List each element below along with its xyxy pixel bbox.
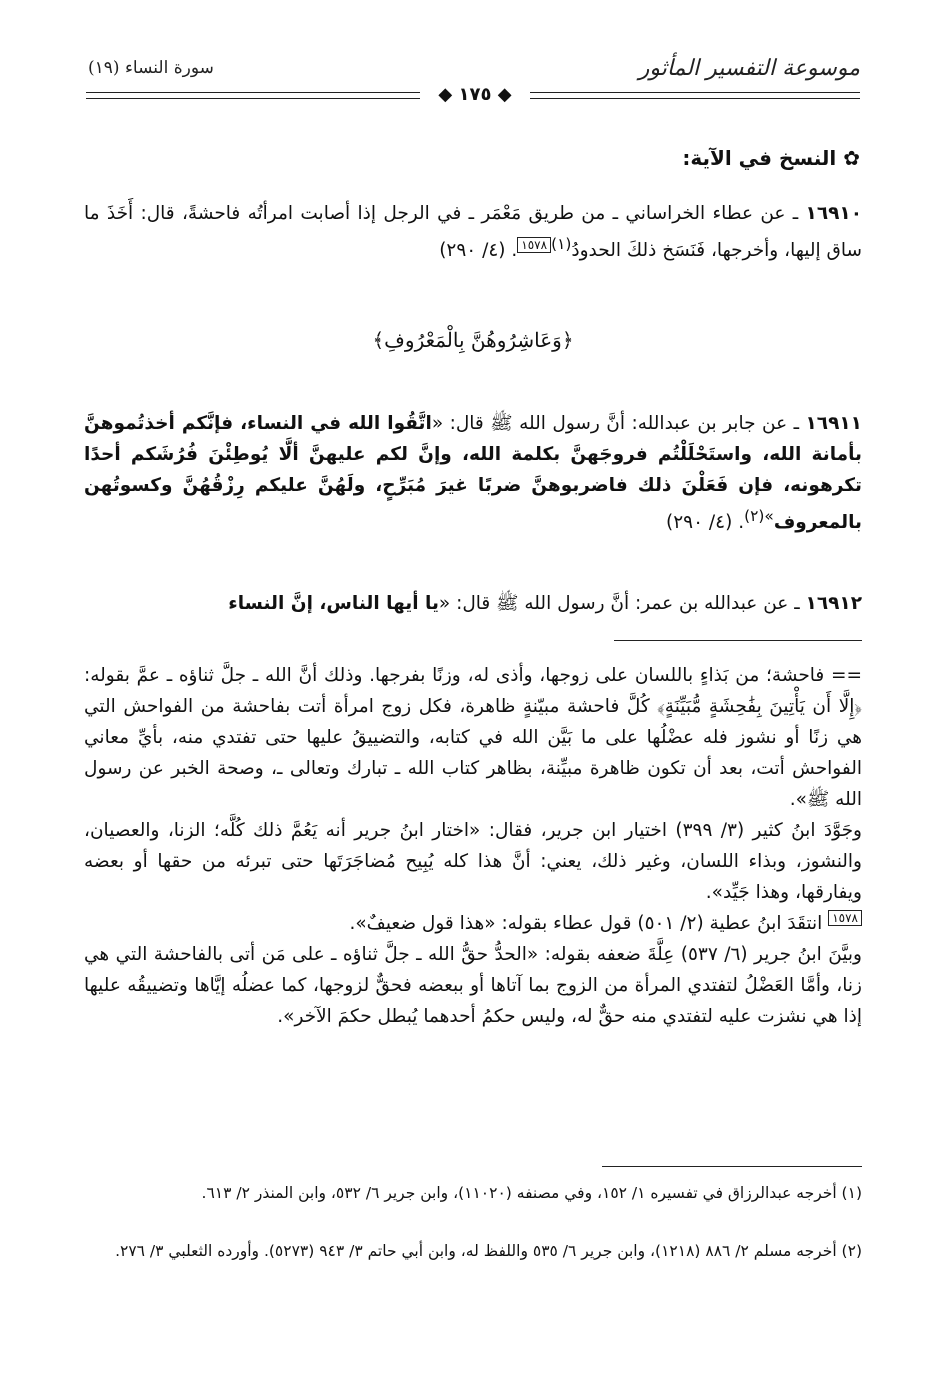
running-header-book-title: موسوعة التفسير المأثور bbox=[638, 56, 860, 81]
hadith-16911 bbox=[84, 408, 862, 538]
commentary-separator bbox=[614, 640, 862, 641]
hadith-prophetic-text: اتَّقُوا الله في النساء، فإنَّكم أخذتُموهنَّ بأمانة الله، واستَحْلَلْتُم فروجَهنَّ بكلمة الله، وإنَّ لكم عليهنَّ ألَّا يُوطِئْنَ فُرُشَكم أحدًا تكرهونه، فإن فَعَلْنَ ذلك فاضربوهنَّ ضربًا غيرَ مُبَرِّحٍ، ولَهُنَّ عليكم رِزْقُهُنَّ وكسوتُهن بالمعروف bbox=[84, 413, 862, 534]
hadith-prophetic-text: يا أيها الناس، إنَّ النساء bbox=[228, 593, 439, 614]
footnote-ref: (١) bbox=[551, 235, 572, 253]
section-heading: ✿ النسخ في الآية: bbox=[682, 146, 860, 170]
volume-ref: . (٤/ ٢٩٠) bbox=[666, 512, 745, 534]
commentary-paragraph: وبيَّنَ ابنُ جرير (٦/ ٥٣٧) عِلَّةَ ضعفه بقوله: «الحدُّ حقُّ الله ـ جلَّ ثناؤه ـ على مَن أتى بالفاحشة التي هي زنا، وأمَّا العَضْلُ لتفتدي المرأة من الزوج بما آتاها أو ببعضه فحقٌّ لزوجها، كما عضلُه إيَّاها وتضييقُه عليها إذا هي نشزت عليه لتفتدي منه حقٌّ له، وليس حكمُ أحدهما يُبطل حكمَ الآخر». bbox=[84, 944, 862, 1027]
commentary-box-ref: ١٥٧٨ bbox=[517, 237, 551, 253]
hadith-16910 bbox=[84, 198, 862, 266]
footnote-ref: »(٢) bbox=[744, 507, 774, 525]
hadith-intro: ـ عن جابر بن عبدالله: أنَّ رسول الله ﷺ قال: « bbox=[431, 413, 800, 434]
hadith-intro: ـ عن عبدالله بن عمر: أنَّ رسول الله ﷺ قال: « bbox=[438, 593, 800, 614]
quran-verse-heading: ﴿وَعَاشِرُوهُنَّ بِالْمَعْرُوفِ﴾ bbox=[372, 328, 574, 352]
commentary-box-ref: ١٥٧٨ bbox=[828, 910, 862, 926]
flower-ornament-icon: ✿ bbox=[836, 146, 860, 170]
commentary-paragraph: وجَوَّدَ ابنُ كثير (٣/ ٣٩٩) اختيار ابن جرير، فقال: «اختار ابنُ جرير أنه يَعُمَّ ذلك كُلَّه؛ الزنا، والعصيان، والنشوز، وبذاء اللسان، وغير ذلك، يعني: أنَّ هذا كله يُبِيح مُضاجَرَتَها حتى تبرئه من حقها أو بعضه ويفارقها، وهذا جَيِّد». bbox=[84, 820, 862, 903]
page-number: ◆ ١٧٥ ◆ bbox=[420, 84, 530, 105]
footnote-1: (١) أخرجه عبدالرزاق في تفسيره ١/ ١٥٢، وفي مصنفه (١١٠٢٠)، وابن جرير ٦/ ٥٣٢، وابن المنذر ٢/ ٦١٣. bbox=[201, 1184, 862, 1202]
running-header-surah: سورة النساء (١٩) bbox=[88, 58, 214, 78]
hadith-number: ١٦٩١٢ bbox=[805, 593, 862, 614]
hadith-text: ـ عن عطاء الخراساني ـ من طريق مَعْمَر ـ في الرجل إذا أصابت امرأتُه فاحشةً، قال: أَخَذَ ما ساق إليها، وأخرجها، فَنَسَخ ذلكَ الحدودُ bbox=[84, 203, 862, 262]
footnote-2: (٢) أخرجه مسلم ٢/ ٨٨٦ (١٢١٨)، وابن جرير ٦/ ٥٣٥ واللفظ له، وابن أبي حاتم ٣/ ٩٤٣ (٥٢٧٣). وأورده الثعلبي ٣/ ٢٧٦. bbox=[115, 1242, 862, 1260]
hadith-16912 bbox=[84, 588, 862, 619]
commentary-paragraph: ١٥٧٨ انتقَدَ ابنُ عطية (٢/ ٥٠١) قول عطاء بقوله: «هذا قول ضعيفٌ». bbox=[84, 908, 862, 939]
commentary-paragraph: == فاحشة؛ من بَذاءٍ باللسان على زوجها، وأذى له، وزنًا بفرجها. وذلك أنَّ الله ـ جلَّ ثناؤه ـ عمَّ بقوله: ﴿إِلَّا أَن يَأْتِينَ بِفَٰحِشَةٍ مُّبَيِّنَةٍ﴾ كُلَّ فاحشة مبيّنةٍ ظاهرة، فكل زوج امرأة أتت بفاحشة من الفواحش التي هي زنًا أو نشوز فله عضْلُها على ما بَيَّن الله في كتابه، والتضييقُ عليها حتى تفتدي منه، بأيِّ معاني الفواحش أتت، بعد أن تكون ظاهرة مبيِّنة، بظاهر كتاب الله ـ تبارك وتعالى ـ، وصحة الخبر عن رسول الله ﷺ». bbox=[84, 665, 862, 810]
volume-ref: . (٤/ ٢٩٠) bbox=[439, 240, 518, 262]
commentary-block bbox=[84, 660, 862, 1032]
footnote-separator bbox=[602, 1166, 862, 1167]
hadith-number: ١٦٩١١ bbox=[805, 413, 862, 434]
hadith-number: ١٦٩١٠ bbox=[805, 203, 862, 224]
